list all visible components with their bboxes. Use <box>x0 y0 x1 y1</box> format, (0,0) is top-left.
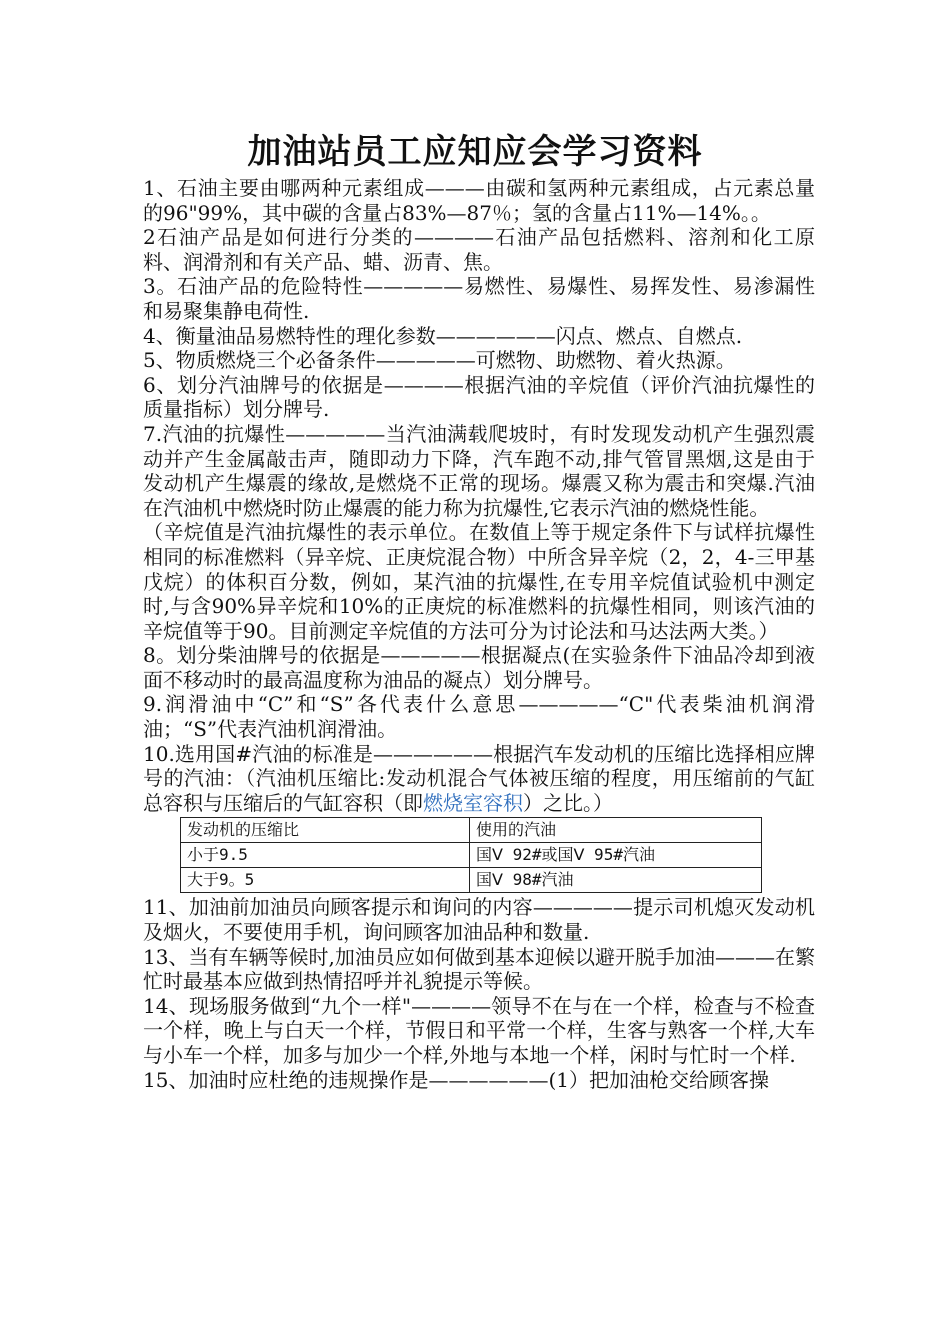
paragraph-4: 4、衡量油品易燃特性的理化参数——————闪点、燃点、自燃点. <box>143 323 743 348</box>
table-cell: 国Ⅴ 98#汽油 <box>470 868 762 893</box>
paragraph-13: 13、当有车辆等候时,加油员应如何做到基本迎候以避开脱手加油———在繁忙时最基本应做到热情招呼并礼貌提示等候。 <box>143 944 815 994</box>
paragraph-3: 3。石油产品的危险特性—————易燃性、易爆性、易挥发性、易渗漏性和易聚集静电荷性. <box>143 274 815 323</box>
combustion-chamber-link[interactable]: 燃烧室容积 <box>423 790 523 815</box>
table-cell: 大于9。5 <box>181 868 470 893</box>
table-row <box>181 843 762 868</box>
table-header-cell: 使用的汽油 <box>470 818 762 843</box>
paragraph-10 <box>143 742 815 816</box>
paragraph-14: 14、现场服务做到“九个一样"————领导不在与在一个样，检查与不检查一个样，晚上与白天一个样，节假日和平常一个样，生客与熟客一个样,大车与小车一个样，加多与加少一个样,外地与本地一个样，闲时与忙时一个样. <box>143 993 815 1067</box>
document-body <box>143 176 815 1092</box>
compression-ratio-table <box>180 817 762 893</box>
paragraph-octane-note: （辛烷值是汽油抗爆性的表示单位。在数值上等于规定条件下与试样抗爆性相同的标准燃料（异辛烷、正庚烷混合物）中所含异辛烷（2，2，4-三甲基戊烷）的体积百分数，例如，某汽油的抗爆性,在专用辛烷值试验机中测定时,与含90%异辛烷和10%的正庚烷的标准燃料的抗爆性相同，则该汽油的辛烷值等于90。目前测定辛烷值的方法可分为讨论法和马达法两大类。） <box>143 520 815 643</box>
table-header-cell: 发动机的压缩比 <box>181 818 470 843</box>
paragraph-1: 1、石油主要由哪两种元素组成———由碳和氢两种元素组成，占元素总量的96"99%，其中碳的含量占83%—87％；氢的含量占11%—14%。。 <box>143 176 815 225</box>
document-title: 加油站员工应知应会学习资料 <box>247 132 703 172</box>
paragraph-7: 7.汽油的抗爆性—————当汽油满载爬坡时，有时发现发动机产生强烈震动并产生金属敲击声，随即动力下降，汽车跑不动,排气管冒黑烟,这是由于发动机产生爆震的缘故,是燃烧不正常的现场。爆震又称为震击和突爆.汽油在汽油机中燃烧时防止爆震的能力称为抗爆性,它表示汽油的燃烧性能。 <box>143 421 815 520</box>
table-cell: 小于9.5 <box>181 843 470 868</box>
paragraph-5: 5、物质燃烧三个必备条件—————可燃物、助燃物、着火热源。 <box>143 348 736 373</box>
paragraph-8: 8。划分柴油牌号的依据是—————根据凝点(在实验条件下油品冷却到液面不移动时的最高温度称为油品的凝点）划分牌号。 <box>143 643 815 692</box>
paragraph-11: 11、加油前加油员向顾客提示和询问的内容—————提示司机熄灭发动机及烟火，不要使用手机，询问顾客加油品种和数量. <box>143 895 815 945</box>
paragraph-9: 9.润滑油中“C”和“S”各代表什么意思—————“C"代表柴油机润滑油；“S”代表汽油机润滑油。 <box>143 692 815 742</box>
table-cell: 国Ⅴ 92#或国Ⅴ 95#汽油 <box>470 843 762 868</box>
paragraph-10-tail: ）之比。） <box>523 790 613 815</box>
paragraph-2: 2石油产品是如何进行分类的————石油产品包括燃料、溶剂和化工原料、润滑剂和有关产品、蜡、沥青、焦。 <box>143 225 815 274</box>
table-header-row <box>181 818 762 843</box>
paragraph-10-text: 10.选用国#汽油的标准是——————根据汽车发动机的压缩比选择相应牌号的汽油：（汽油机压缩比:发动机混合气体被压缩的程度，用压缩前的气缸总容积与压缩后的气缸容积（即 <box>143 741 815 815</box>
paragraph-15: 15、加油时应杜绝的违规操作是——————(1）把加油枪交给顾客操 <box>143 1067 769 1092</box>
paragraph-6: 6、划分汽油牌号的依据是————根据汽油的辛烷值（评价汽油抗爆性的质量指标）划分牌号. <box>143 372 815 422</box>
table-row <box>181 868 762 893</box>
